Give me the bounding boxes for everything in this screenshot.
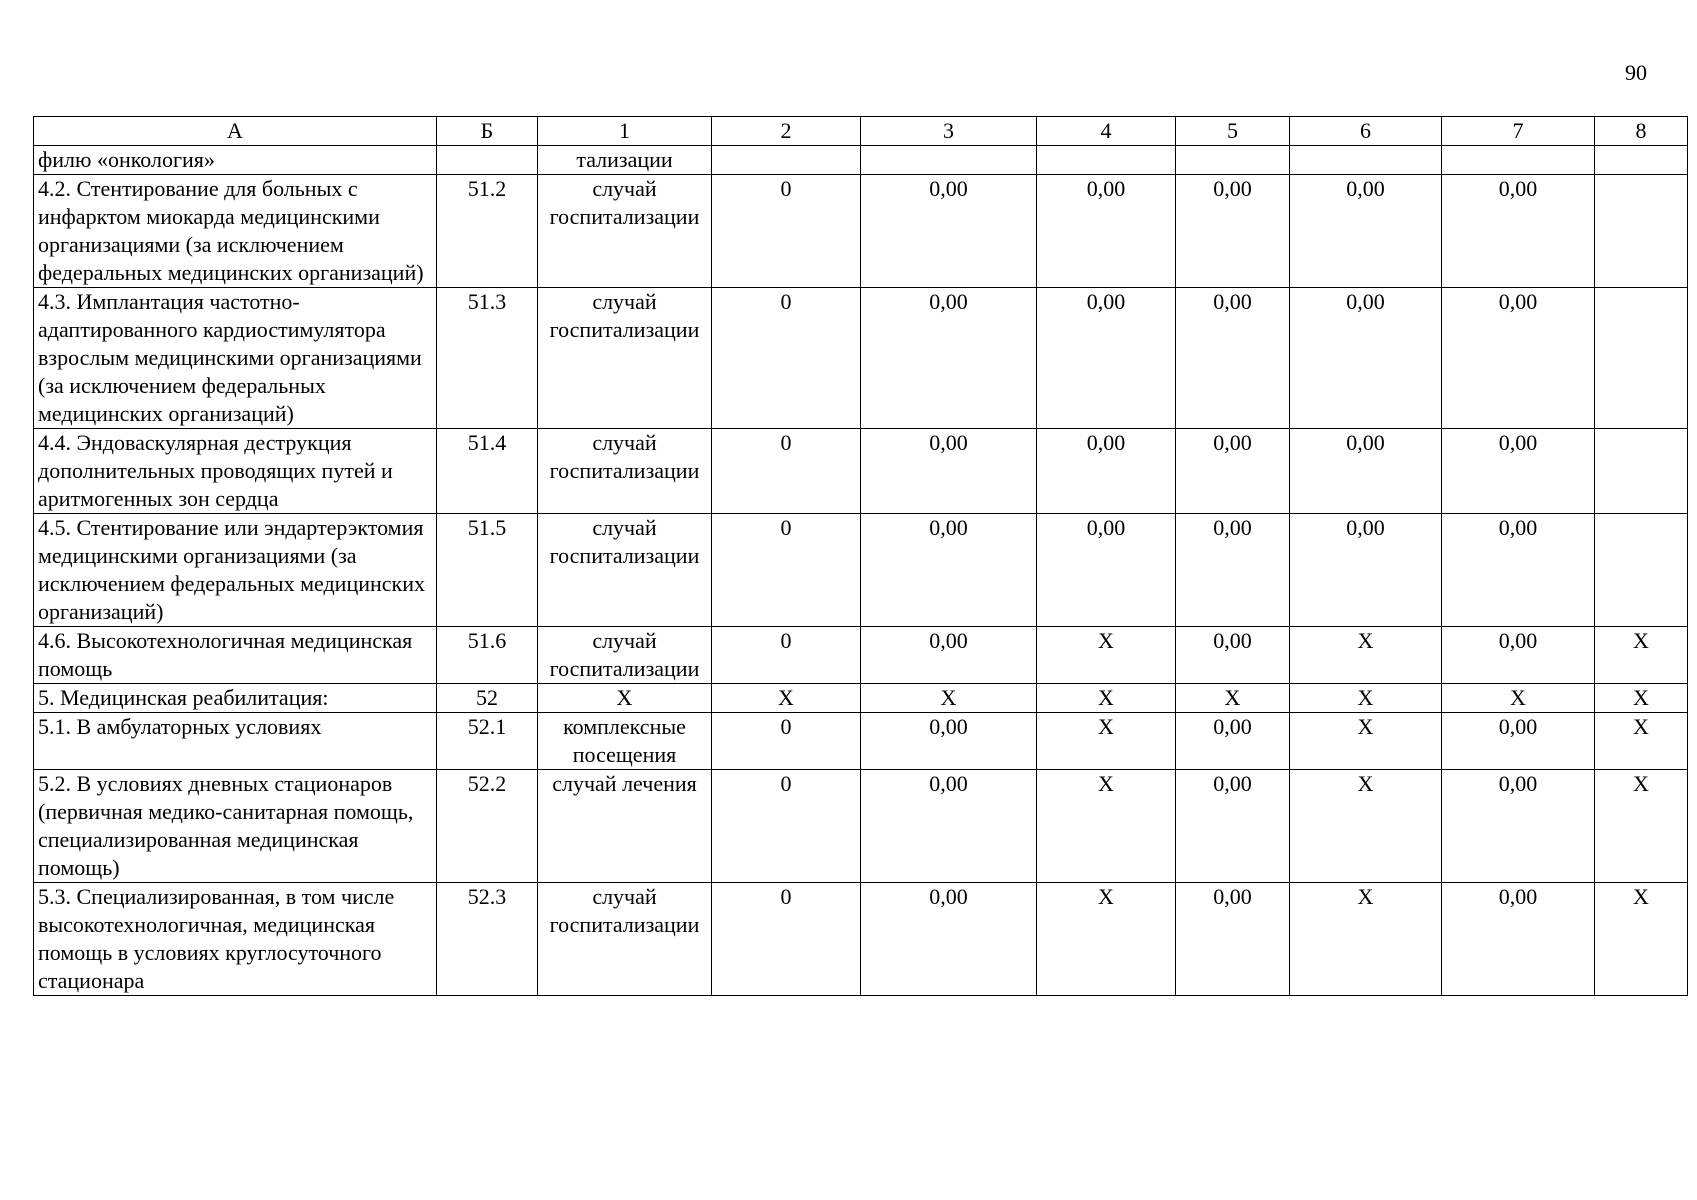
row-value-cell: 0,00: [861, 429, 1037, 514]
row-value-cell: 0,00: [861, 175, 1037, 288]
row-value-cell: 0,00: [1176, 514, 1290, 627]
row-unit-cell: тализации: [538, 146, 712, 175]
row-value-cell: 0,00: [1176, 175, 1290, 288]
row-value-cell: [1595, 429, 1688, 514]
header-row: [34, 117, 1688, 146]
row-value-cell: 0: [712, 713, 861, 770]
row-value-cell: [1595, 175, 1688, 288]
header-cell-1: 1: [538, 117, 712, 146]
row-value-cell: Х: [1037, 770, 1176, 883]
row-unit-cell: случай лечения: [538, 770, 712, 883]
row-value-cell: 0,00: [861, 713, 1037, 770]
row-unit-cell: случай госпитализации: [538, 288, 712, 429]
row-code-cell: 52.3: [437, 883, 538, 996]
table-row: [34, 514, 1688, 627]
row-value-cell: [712, 146, 861, 175]
row-code-cell: 51.2: [437, 175, 538, 288]
row-value-cell: 0,00: [861, 514, 1037, 627]
row-value-cell: Х: [1290, 684, 1442, 713]
row-name-cell: 5.2. В условиях дневных стационаров (первичная медико-санитарная помощь, специализированная медицинская помощь): [34, 770, 437, 883]
row-code-cell: 52.2: [437, 770, 538, 883]
row-code-cell: [437, 146, 538, 175]
row-value-cell: Х: [1290, 713, 1442, 770]
row-unit-cell: случай госпитализации: [538, 627, 712, 684]
row-value-cell: 0: [712, 883, 861, 996]
row-value-cell: Х: [712, 684, 861, 713]
row-code-cell: 51.3: [437, 288, 538, 429]
row-value-cell: 0,00: [1037, 175, 1176, 288]
table-row: [34, 288, 1688, 429]
row-value-cell: 0,00: [1442, 514, 1595, 627]
row-value-cell: Х: [1290, 627, 1442, 684]
row-code-cell: 52.1: [437, 713, 538, 770]
row-unit-cell: случай госпитализации: [538, 175, 712, 288]
header-cell-2: 2: [712, 117, 861, 146]
row-name-cell: 5.3. Специализированная, в том числе высокотехнологичная, медицинская помощь в условиях круглосуточного стационара: [34, 883, 437, 996]
row-value-cell: 0,00: [1037, 288, 1176, 429]
row-value-cell: [1290, 146, 1442, 175]
table-row: [34, 146, 1688, 175]
row-value-cell: Х: [1595, 883, 1688, 996]
row-value-cell: 0,00: [1442, 288, 1595, 429]
data-table: [33, 116, 1688, 996]
table-row: [34, 713, 1688, 770]
row-name-cell: 5.1. В амбулаторных условиях: [34, 713, 437, 770]
table-row: [34, 175, 1688, 288]
row-unit-cell: комплексные посещения: [538, 713, 712, 770]
row-value-cell: 0,00: [1442, 883, 1595, 996]
row-value-cell: Х: [1290, 883, 1442, 996]
row-value-cell: 0,00: [1037, 514, 1176, 627]
row-value-cell: 0,00: [1442, 429, 1595, 514]
row-value-cell: [1595, 146, 1688, 175]
row-value-cell: 0,00: [861, 883, 1037, 996]
row-value-cell: Х: [1037, 883, 1176, 996]
row-value-cell: [1037, 146, 1176, 175]
row-value-cell: 0,00: [1290, 175, 1442, 288]
row-value-cell: 0,00: [1290, 429, 1442, 514]
row-code-cell: 52: [437, 684, 538, 713]
row-value-cell: Х: [1037, 684, 1176, 713]
row-value-cell: 0,00: [861, 288, 1037, 429]
row-name-cell: 4.2. Стентирование для больных с инфарктом миокарда медицинскими организациями (за исключением федеральных медицинских организаций): [34, 175, 437, 288]
row-value-cell: 0,00: [1442, 770, 1595, 883]
row-value-cell: 0,00: [1442, 175, 1595, 288]
row-value-cell: Х: [1595, 684, 1688, 713]
header-cell-4: 4: [1037, 117, 1176, 146]
row-value-cell: 0: [712, 627, 861, 684]
table-row: [34, 429, 1688, 514]
row-value-cell: Х: [1290, 770, 1442, 883]
row-value-cell: Х: [1037, 713, 1176, 770]
row-value-cell: Х: [1442, 684, 1595, 713]
table-row: [34, 684, 1688, 713]
row-value-cell: 0: [712, 175, 861, 288]
header-cell-8: 8: [1595, 117, 1688, 146]
row-unit-cell: Х: [538, 684, 712, 713]
row-value-cell: 0,00: [1176, 627, 1290, 684]
row-name-cell: 4.5. Стентирование или эндартерэктомия медицинскими организациями (за исключением федеральных медицинских организаций): [34, 514, 437, 627]
header-cell-3: 3: [861, 117, 1037, 146]
header-cell-a: А: [34, 117, 437, 146]
row-value-cell: 0: [712, 288, 861, 429]
row-name-cell: 4.3. Имплантация частотно-адаптированного кардиостимулятора взрослым медицинскими организациями (за исключением федеральных медицинских организаций): [34, 288, 437, 429]
row-value-cell: Х: [1037, 627, 1176, 684]
row-unit-cell: случай госпитализации: [538, 883, 712, 996]
row-name-cell: 4.4. Эндоваскулярная деструкция дополнительных проводящих путей и аритмогенных зон сердца: [34, 429, 437, 514]
row-value-cell: 0,00: [1176, 713, 1290, 770]
row-value-cell: 0,00: [1442, 627, 1595, 684]
table-row: [34, 770, 1688, 883]
row-value-cell: 0,00: [861, 627, 1037, 684]
row-value-cell: 0,00: [1176, 429, 1290, 514]
row-value-cell: [1595, 288, 1688, 429]
row-value-cell: 0,00: [1290, 288, 1442, 429]
row-name-cell: филю «онкология»: [34, 146, 437, 175]
row-value-cell: 0,00: [1442, 713, 1595, 770]
row-value-cell: [1442, 146, 1595, 175]
header-cell-7: 7: [1442, 117, 1595, 146]
header-cell-b: Б: [437, 117, 538, 146]
row-value-cell: 0,00: [1037, 429, 1176, 514]
row-code-cell: 51.5: [437, 514, 538, 627]
row-unit-cell: случай госпитализации: [538, 514, 712, 627]
table-row: [34, 883, 1688, 996]
row-code-cell: 51.4: [437, 429, 538, 514]
row-value-cell: 0: [712, 429, 861, 514]
row-value-cell: Х: [1595, 627, 1688, 684]
row-name-cell: 5. Медицинская реабилитация:: [34, 684, 437, 713]
row-value-cell: 0,00: [1290, 514, 1442, 627]
row-value-cell: Х: [1595, 713, 1688, 770]
page-number: 90: [1625, 60, 1647, 85]
row-value-cell: [1176, 146, 1290, 175]
row-value-cell: 0,00: [1176, 883, 1290, 996]
row-value-cell: [1595, 514, 1688, 627]
header-cell-5: 5: [1176, 117, 1290, 146]
row-value-cell: 0: [712, 770, 861, 883]
header-cell-6: 6: [1290, 117, 1442, 146]
row-value-cell: 0,00: [1176, 770, 1290, 883]
row-value-cell: Х: [1176, 684, 1290, 713]
table-row: [34, 627, 1688, 684]
row-value-cell: 0,00: [861, 770, 1037, 883]
row-code-cell: 51.6: [437, 627, 538, 684]
row-value-cell: 0,00: [1176, 288, 1290, 429]
row-name-cell: 4.6. Высокотехнологичная медицинская помощь: [34, 627, 437, 684]
row-value-cell: Х: [1595, 770, 1688, 883]
row-value-cell: [861, 146, 1037, 175]
row-value-cell: Х: [861, 684, 1037, 713]
row-value-cell: 0: [712, 514, 861, 627]
row-unit-cell: случай госпитализации: [538, 429, 712, 514]
